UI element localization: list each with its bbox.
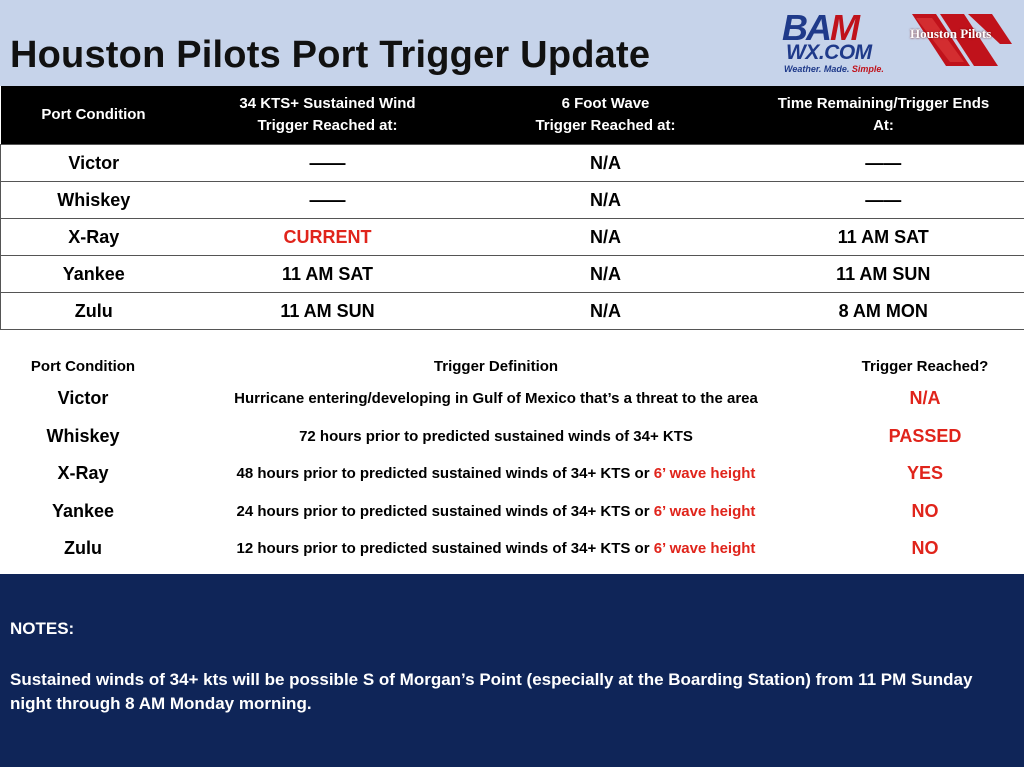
definition-row-yankee: [0, 493, 1024, 531]
definition-condition: Yankee: [51, 500, 115, 521]
col-header-wind-trigger: [187, 86, 469, 145]
col-header-wave-line1: 6 Foot Wave: [561, 95, 650, 112]
port-condition-status-table: [0, 86, 1024, 330]
definition-row-victor: [0, 380, 1024, 418]
definition-text: [166, 493, 826, 531]
bam-logo-word-a: BA: [782, 7, 830, 48]
table-row-whiskey: [1, 182, 1024, 219]
col-header-trigger-reached: Trigger Reached?: [861, 357, 989, 375]
cell-condition: Yankee: [1, 256, 187, 293]
cell-condition: X-Ray: [1, 219, 187, 256]
header-bar: [0, 0, 1024, 86]
bam-wx-logo: [782, 8, 900, 74]
col-header-wind-line1: 34 KTS+ Sustained Wind: [239, 95, 416, 112]
table-row-victor: [1, 145, 1024, 182]
cell-condition: Victor: [1, 145, 187, 182]
cell-condition: Zulu: [1, 293, 187, 330]
cell-wind-trigger: ——: [187, 145, 469, 182]
cell-wave-trigger: N/A: [469, 145, 743, 182]
cell-wave-trigger: N/A: [469, 293, 743, 330]
definition-text-wave: 6’ wave height: [653, 540, 756, 558]
houston-pilots-logo: [906, 8, 1018, 72]
col-header-time-line1: Time Remaining/Trigger Ends: [777, 95, 990, 112]
definition-text-main: Hurricane entering/developing in Gulf of Mexico that’s a threat to the area: [234, 390, 758, 408]
trigger-reached-value: NO: [911, 538, 939, 559]
bam-tagline-a: Weather. Made.: [784, 64, 852, 74]
definition-row-x-ray: [0, 455, 1024, 493]
col-header-port-condition: [1, 86, 187, 145]
definition-text-main: 48 hours prior to predicted sustained winds of 34+ KTS or: [236, 465, 654, 483]
cell-time-remaining: ——: [743, 182, 1024, 219]
definition-row-zulu: [0, 530, 1024, 568]
definition-condition: Whiskey: [46, 425, 120, 446]
trigger-reached-value: PASSED: [888, 425, 962, 446]
cell-time-remaining: ——: [743, 145, 1024, 182]
table1-header-row: [1, 86, 1024, 145]
cell-wind-trigger: 11 AM SUN: [187, 293, 469, 330]
definition-text: [166, 530, 826, 568]
trigger-definition-table: [0, 352, 1024, 568]
definition-condition: X-Ray: [57, 463, 109, 484]
definition-text: [166, 380, 826, 418]
cell-wave-trigger: N/A: [469, 182, 743, 219]
cell-time-remaining: 8 AM MON: [743, 293, 1024, 330]
notes-heading: NOTES:: [10, 619, 75, 638]
trigger-reached-value: N/A: [909, 388, 941, 409]
definition-text-main: 24 hours prior to predicted sustained winds of 34+ KTS or: [236, 502, 654, 520]
trigger-reached-value: YES: [906, 463, 944, 484]
table-row-x-ray: [1, 219, 1024, 256]
houston-pilots-logo-text: Houston Pilots: [910, 26, 992, 41]
definition-row-whiskey: [0, 418, 1024, 456]
col-header-port-condition-text: Port Condition: [41, 106, 146, 123]
definition-text-main: 12 hours prior to predicted sustained winds of 34+ KTS or: [236, 540, 654, 558]
definition-text-wave: 6’ wave height: [653, 502, 756, 520]
definition-condition: Victor: [57, 388, 109, 409]
col-header-wave-line2: Trigger Reached at:: [535, 117, 676, 134]
table-row-yankee: [1, 256, 1024, 293]
notes-panel: [0, 574, 1024, 767]
definition-condition: Zulu: [64, 538, 102, 559]
bam-logo-word-b: M: [830, 7, 858, 48]
col-header-wave-trigger: [469, 86, 743, 145]
definition-text-wave: 6’ wave height: [653, 465, 756, 483]
table2-header-row: [0, 352, 1024, 380]
cell-wind-trigger: 11 AM SAT: [187, 256, 469, 293]
col-header-time-remaining: [743, 86, 1024, 145]
definition-text: [166, 455, 826, 493]
col-header-port-condition-2: Port Condition: [30, 357, 136, 375]
cell-wave-trigger: N/A: [469, 256, 743, 293]
cell-wind-trigger: ——: [187, 182, 469, 219]
cell-wind-trigger-current: CURRENT: [187, 219, 469, 256]
trigger-reached-value: NO: [911, 500, 939, 521]
col-header-time-line2: At:: [873, 117, 894, 134]
cell-condition: Whiskey: [1, 182, 187, 219]
cell-wave-trigger: N/A: [469, 219, 743, 256]
col-header-wind-line2: Trigger Reached at:: [257, 117, 398, 134]
cell-time-remaining: 11 AM SUN: [743, 256, 1024, 293]
notes-body: Sustained winds of 34+ kts will be possible S of Morgan’s Point (especially at the Boarding Station) from 11 PM Sunday night through 8 AM Monday morning.: [10, 670, 973, 713]
cell-time-remaining: 11 AM SAT: [743, 219, 1024, 256]
definition-text: [166, 418, 826, 456]
bam-logo-wx: WX.COM: [786, 41, 872, 64]
table-row-zulu: [1, 293, 1024, 330]
col-header-trigger-definition: Trigger Definition: [433, 357, 559, 375]
page-title: Houston Pilots Port Trigger Update: [10, 34, 651, 76]
bam-logo-tagline: [784, 64, 884, 74]
bam-tagline-b: Simple.: [851, 64, 884, 74]
definition-text-main: 72 hours prior to predicted sustained winds of 34+ KTS: [299, 427, 693, 445]
